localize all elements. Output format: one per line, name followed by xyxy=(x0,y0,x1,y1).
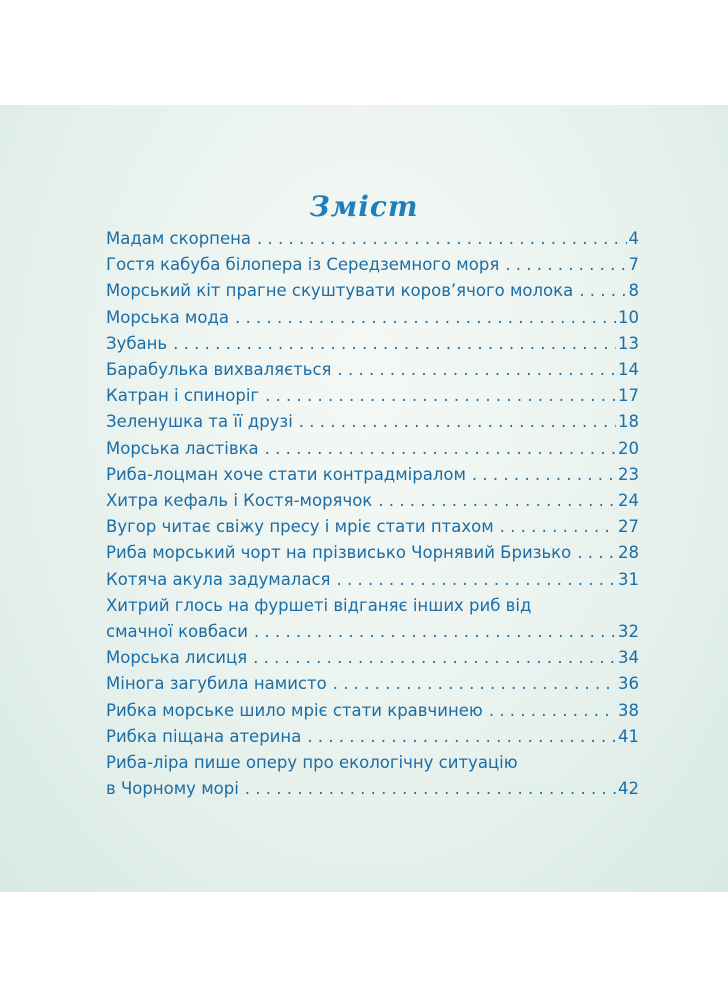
dot-leader xyxy=(378,488,616,514)
toc-entry-row xyxy=(106,645,639,671)
dot-leader xyxy=(333,671,616,697)
toc-entry[interactable] xyxy=(106,671,639,697)
toc-entry-row xyxy=(106,278,639,304)
toc-entry[interactable] xyxy=(106,750,639,802)
dot-leader xyxy=(472,462,616,488)
toc-entry-page-number: 31 xyxy=(618,569,639,589)
toc-entry[interactable] xyxy=(106,331,639,357)
toc-entry[interactable] xyxy=(106,462,639,488)
toc-entry-page-number: 38 xyxy=(618,700,639,720)
toc-entry[interactable] xyxy=(106,645,639,671)
toc-entry-title: Мінога загубила намисто xyxy=(106,674,327,694)
dot-leader xyxy=(500,514,616,540)
toc-entry[interactable] xyxy=(106,488,639,514)
toc-entry-page-number: 10 xyxy=(618,307,639,327)
toc-entry-row xyxy=(106,671,639,697)
toc-entry-row xyxy=(106,331,639,357)
dot-leader xyxy=(307,724,616,750)
toc-entry-row xyxy=(106,305,639,331)
toc-entry-page-number: 23 xyxy=(618,464,639,484)
toc-entry[interactable] xyxy=(106,357,639,383)
toc-entry-page-number: 27 xyxy=(618,517,639,537)
toc-entry-title: Риба морський чорт на прізвисько Чорнявий Бризько xyxy=(106,543,572,563)
dot-leader xyxy=(245,776,616,802)
toc-entry-title: Мадам скорпена xyxy=(106,229,252,248)
toc-entry-page-number: 24 xyxy=(618,491,639,511)
toc-entry-page-number: 14 xyxy=(618,360,639,380)
toc-entry-row xyxy=(106,462,639,488)
toc-entry-page-number: 20 xyxy=(618,438,639,458)
toc-entry-row xyxy=(106,409,639,435)
toc-entry[interactable] xyxy=(106,540,639,566)
toc-entry[interactable] xyxy=(106,436,639,462)
toc-entry-page-number: 13 xyxy=(618,333,639,353)
toc-entry-title: Барабулька вихваляється xyxy=(106,360,332,380)
dot-leader xyxy=(253,645,616,671)
toc-entry[interactable] xyxy=(106,409,639,435)
toc-entry[interactable] xyxy=(106,698,639,724)
dot-leader xyxy=(257,226,626,252)
toc-entry[interactable] xyxy=(106,724,639,750)
toc-entry-row xyxy=(106,252,639,278)
dot-leader xyxy=(173,331,616,357)
toc-entry-row xyxy=(106,436,639,462)
toc-entry-title: смачної ковбаси xyxy=(106,622,248,642)
toc-entry-row xyxy=(106,357,639,383)
dot-leader xyxy=(489,698,616,724)
toc-entry-page-number: 18 xyxy=(618,412,639,432)
toc-entry-row xyxy=(106,383,639,409)
toc-entry-page-number: 28 xyxy=(618,543,639,563)
toc-entry-page-number: 42 xyxy=(618,779,639,799)
toc-entry-title: Котяча акула задумалася xyxy=(106,569,331,589)
toc-entry-title: Зеленушка та її друзі xyxy=(106,412,293,432)
toc-entry-title: Гостя кабуба білопера із Середземного моря xyxy=(106,255,500,275)
dot-leader xyxy=(299,409,616,435)
contents-title: Зміст xyxy=(309,190,419,223)
toc-entry-title-line1: Риба-ліра пише оперу про екологічну ситуацію xyxy=(106,753,518,773)
toc-entry[interactable] xyxy=(106,252,639,278)
toc-entry-row xyxy=(106,698,639,724)
toc-entry-row xyxy=(106,226,639,252)
toc-entry-title: Рибка піщана атерина xyxy=(106,726,302,746)
toc-entry-row xyxy=(106,619,639,645)
toc-entry-title: Морський кіт прагне скуштувати коров’ячого молока xyxy=(106,281,574,301)
toc-entry-page-number: 32 xyxy=(618,622,639,642)
toc-entry-page-number: 34 xyxy=(618,648,639,668)
toc-entry-row xyxy=(106,724,639,750)
toc-entry-page-number: 7 xyxy=(628,255,639,275)
toc-entry-page-number: 4 xyxy=(628,229,639,248)
toc-entry[interactable] xyxy=(106,226,639,252)
dot-leader xyxy=(579,278,626,304)
toc-entry-page-number: 17 xyxy=(618,386,639,406)
toc-entry-title: Катран і спиноріг xyxy=(106,386,260,406)
toc-entry[interactable] xyxy=(106,514,639,540)
toc-entry-row xyxy=(106,540,639,566)
dot-leader xyxy=(254,619,616,645)
toc-entry-title: Риба-лоцман хоче стати контрадміралом xyxy=(106,464,466,484)
toc-entry-title: в Чорному морі xyxy=(106,779,239,799)
toc-entry-page-number: 36 xyxy=(618,674,639,694)
toc-entry-title: Хитра кефаль і Костя-морячок xyxy=(106,491,373,511)
toc-entry-row xyxy=(106,776,639,802)
dot-leader xyxy=(337,357,616,383)
toc-entry[interactable] xyxy=(106,383,639,409)
dot-leader xyxy=(505,252,626,278)
toc-entry-page-number: 8 xyxy=(628,281,639,301)
toc-entry-title: Рибка морське шило мріє стати кравчинею xyxy=(106,700,483,720)
toc-entry-row xyxy=(106,488,639,514)
dot-leader xyxy=(235,305,616,331)
table-of-contents xyxy=(106,226,639,802)
toc-entry[interactable] xyxy=(106,305,639,331)
toc-entry-page-number: 41 xyxy=(618,726,639,746)
toc-entry[interactable] xyxy=(106,278,639,304)
toc-entry-title-line1: Хитрий глось на фуршеті відганяє інших риб від xyxy=(106,595,532,615)
dot-leader xyxy=(577,540,616,566)
toc-entry-title: Морська лисиця xyxy=(106,648,248,668)
toc-entry-title: Зубань xyxy=(106,333,168,353)
toc-entry[interactable] xyxy=(106,593,639,645)
toc-entry-title: Морська ластівка xyxy=(106,438,259,458)
dot-leader xyxy=(336,567,616,593)
toc-entry[interactable] xyxy=(106,567,639,593)
toc-entry-row xyxy=(106,567,639,593)
dot-leader xyxy=(265,383,616,409)
toc-entry-title: Морська мода xyxy=(106,307,229,327)
dot-leader xyxy=(265,436,616,462)
toc-entry-title: Вугор читає свіжу пресу і мріє стати птахом xyxy=(106,517,494,537)
toc-entry-row xyxy=(106,514,639,540)
